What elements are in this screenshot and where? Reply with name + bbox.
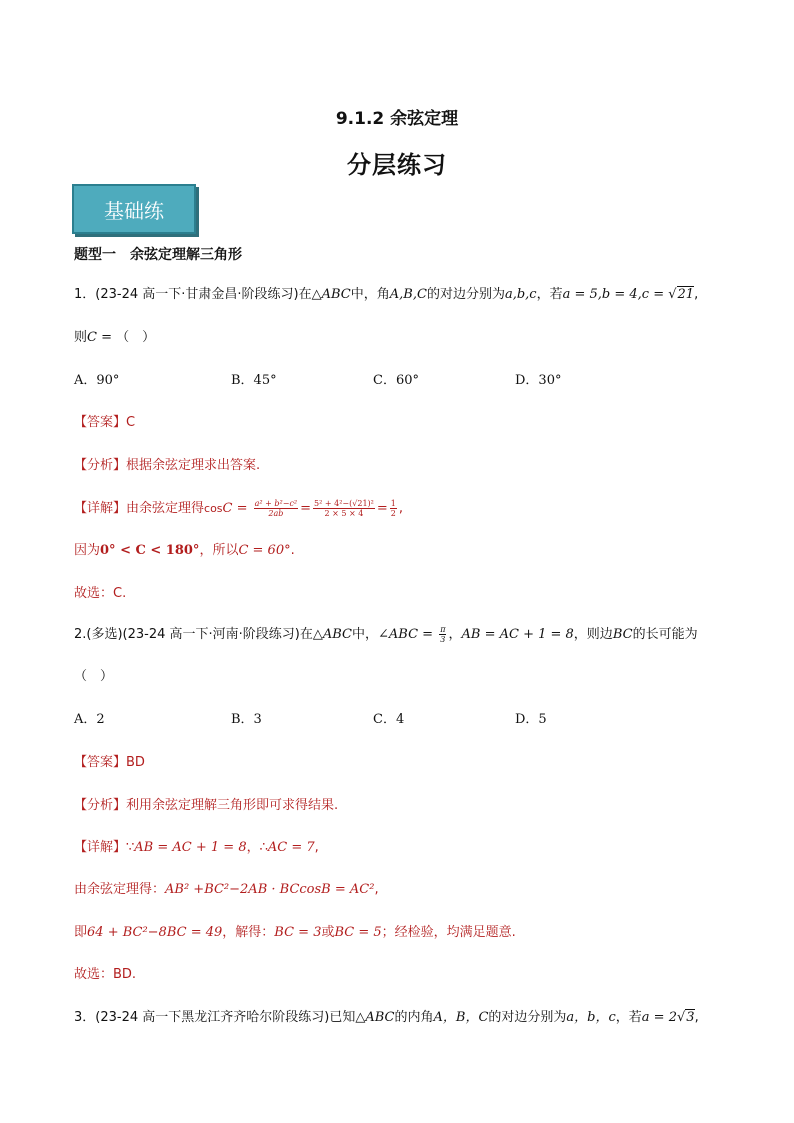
q2-detail: 【详解】∵AB = AC + 1 = 8，∴AC = 7,	[74, 840, 319, 855]
q1-fraction-2: $\frac{\text{5² + 4²−(√21)²}}{2 \times 5 \times 4}$	[314, 499, 374, 518]
q1-analysis: 【分析】根据余弦定理求出答案.	[74, 458, 261, 473]
q2-option-c: C．4	[373, 712, 405, 727]
section-heading: 题型一 余弦定理解三角形	[74, 247, 242, 263]
q1-given: a = 5,b = 4,c =	[562, 287, 669, 302]
q1-detail: 【详解】由余弦定理得cosC = $\frac{\text{a² + b²−c²}}{2ab}$ = $\frac{\text{5² + 4²−(√21)²}}{2 \times 5 \times 4}$ = $\frac{1}{2}$ ,	[74, 499, 403, 518]
q2-number: 2.	[74, 627, 87, 642]
q1-triangle: △ABC	[311, 287, 351, 302]
q3-stem: 3．(23-24 高一下黑龙江齐齐哈尔阶段练习)已知△ABC的内角A，B，C的对边分别为a，b，c，若a = 2√3,	[74, 1010, 699, 1025]
q2-solve: 即64 + BC²−8BC = 49，解得：BC = 3或BC = 5；经检验，均满足题意.	[74, 925, 516, 940]
q2-option-b: B．3	[231, 712, 262, 727]
q1-fraction-3: $\frac{1}{2}$	[390, 499, 396, 518]
q1-option-b: B．45°	[231, 373, 277, 388]
q1-answer-value: C	[126, 415, 136, 430]
q1-choose: 故选：C.	[74, 586, 127, 601]
q3-source: (23-24 高一下黑龙江齐齐哈尔阶段练习)	[95, 1010, 330, 1025]
q2-answer-value: BD	[126, 755, 145, 770]
q1-source: (23-24 高一下·甘肃金昌·阶段练习)	[95, 287, 299, 302]
q1-option-a: A．90°	[74, 373, 120, 388]
q2-cosine-law: 由余弦定理得：AB² +BC²−2AB · BCcosB = AC²,	[74, 882, 379, 897]
q2-pi-fraction: $\frac{\pi}{3}$	[440, 625, 446, 644]
q2-option-a: A．2	[74, 712, 105, 727]
level-tag: 基础练	[72, 184, 196, 234]
document-title: 9.1.2 余弦定理	[335, 109, 459, 129]
q1-option-d: D．30°	[515, 373, 562, 388]
q1-fraction-1: $\frac{\text{a² + b²−c²}}{2ab}$	[254, 499, 298, 518]
q3-number: 3．	[74, 1010, 96, 1025]
q1-reasoning: 因为0° < C < 180°，所以C = 60°.	[74, 543, 295, 558]
q2-analysis: 【分析】利用余弦定理解三角形即可求得结果.	[74, 798, 339, 813]
document-subtitle: 分层练习	[347, 151, 447, 179]
q2-stem: 2.(多选)(23-24 高一下·河南·阶段练习)在△ABC中，∠ABC = $\frac{\pi}{3}$ ，AB = AC + 1 = 8，则边BC的长可能为	[74, 625, 698, 644]
q1-given-root: 21	[677, 287, 695, 302]
q1-stem: 1．(23-24 高一下·甘肃金昌·阶段练习)在△ABC中，角A,B,C的对边分别为a,b,c，若a = 5,b = 4,c = √21,	[74, 287, 699, 302]
q1-number: 1．	[74, 287, 96, 302]
q2-option-d: D．5	[515, 712, 547, 727]
q1-option-c: C．60°	[373, 373, 419, 388]
q2-stem-line2: （ ）	[74, 669, 114, 684]
q1-answer: 【答案】C	[74, 415, 136, 430]
q1-stem-line2: 则C = （ ）	[74, 330, 156, 345]
q2-answer: 【答案】BD	[74, 755, 145, 770]
q2-choose: 故选：BD.	[74, 967, 137, 982]
